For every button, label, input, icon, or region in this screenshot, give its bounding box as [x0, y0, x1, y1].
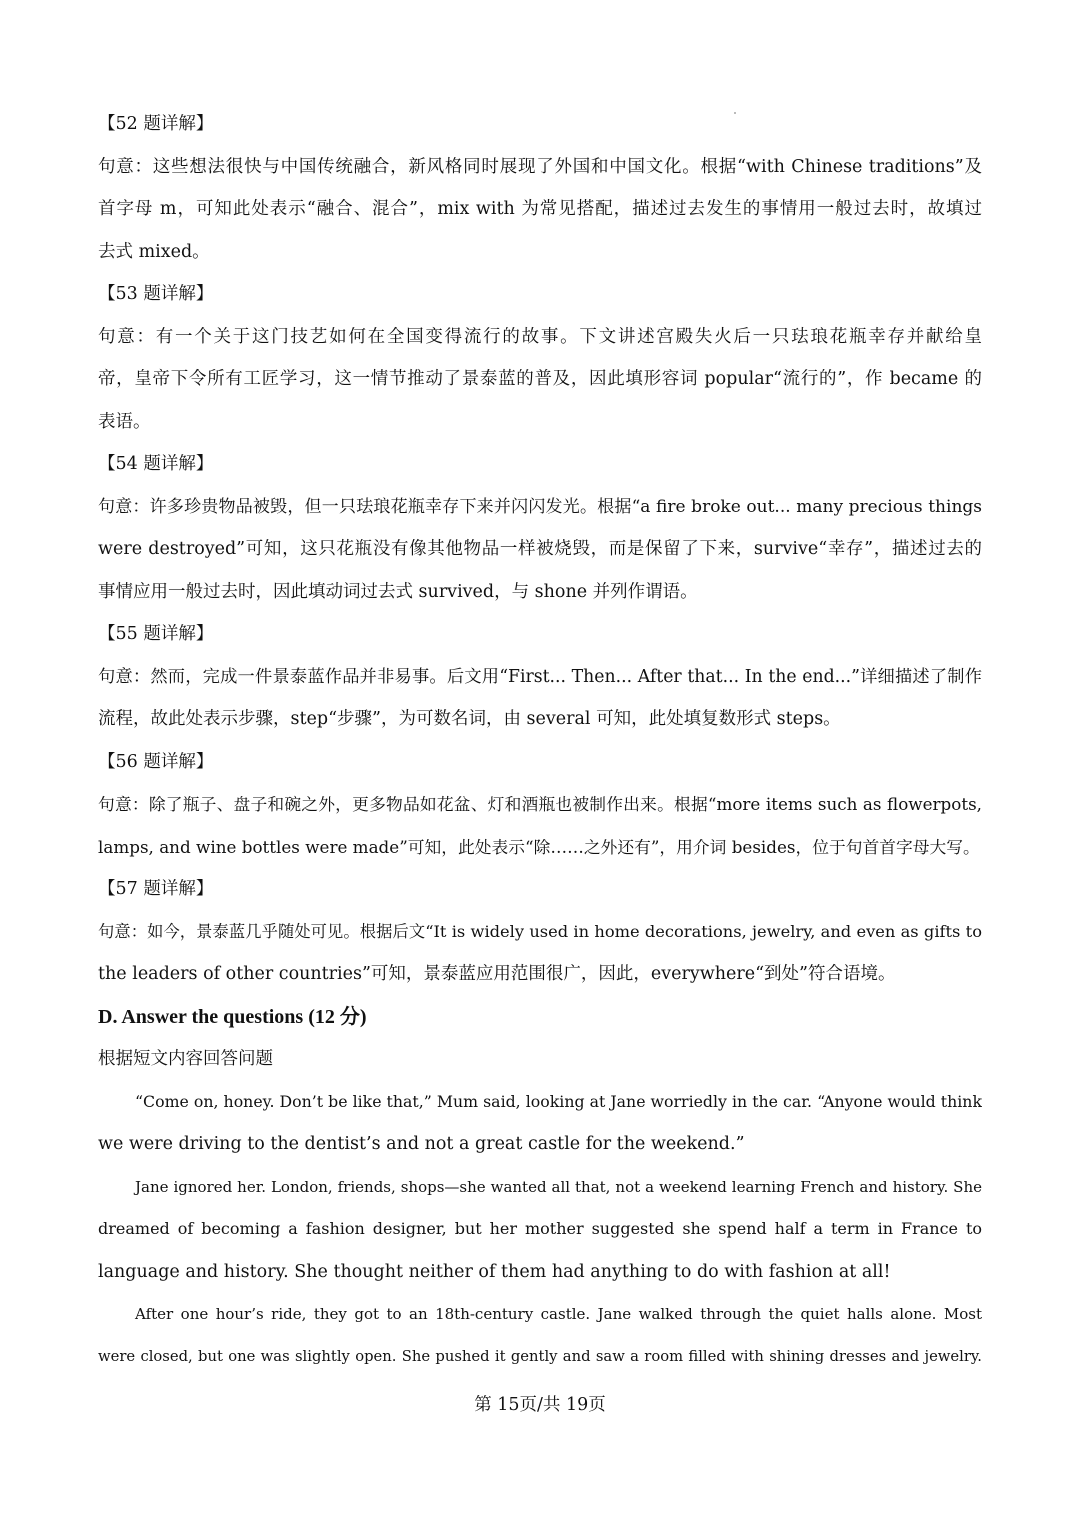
passage-p2-line-1: Jane ignored her. London, friends, shops—she wanted all that, not a weekend learning French and history. She: [135, 1177, 982, 1196]
page-content: [98, 103, 982, 1378]
q53-line-1: 句意：有一个关于这门技艺如何在全国变得流行的故事。下文讲述宫殿失火后一只珐琅花瓶幸存并献给皇: [98, 326, 982, 347]
q57-heading: 【57 题详解】: [98, 879, 214, 899]
q54-line-2: were destroyed”可知，这只花瓶没有像其他物品一样被烧毁，而是保留了下来，survive“幸存”，描述过去的: [98, 539, 982, 559]
q52-heading: 【52 题详解】: [98, 114, 214, 134]
q56-line-2: lamps, and wine bottles were made”可知，此处表示“除……之外还有”，用介词 besides，位于句首首字母大写。: [98, 836, 980, 857]
passage-p2-line-3: language and history. She thought neither of them had anything to do with fashion at all!: [98, 1261, 891, 1282]
q56-line-1: 句意：除了瓶子、盘子和碗之外，更多物品如花盆、灯和酒瓶也被制作出来。根据“more items such as flowerpots,: [98, 794, 982, 814]
q56-heading: 【56 题详解】: [98, 751, 214, 772]
passage-p1-line-2: we were driving to the dentist’s and not a great castle for the weekend.”: [98, 1134, 745, 1154]
q53-line-2: 帝，皇帝下令所有工匠学习，这一情节推动了景泰蓝的普及，因此填形容词 popular“流行的”，作 became 的: [98, 369, 982, 389]
passage-p3-line-1: After one hour’s ride, they got to an 18th-century castle. Jane walked through the quiet halls alone. Most: [135, 1305, 982, 1323]
section-d-instruction: 根据短文内容回答问题: [98, 1049, 273, 1069]
q53-heading: 【53 题详解】: [98, 284, 214, 304]
passage-p2-line-2: dreamed of becoming a fashion designer, but her mother suggested she spend half a term in France to: [98, 1219, 982, 1238]
q52-line-3: 去式 mixed。: [98, 241, 210, 262]
q54-line-3: 事情应用一般过去时，因此填动词过去式 survived，与 shone 并列作谓语。: [98, 581, 698, 602]
q55-line-2: 流程，故此处表示步骤，step“步骤”，为可数名词，由 several 可知，此处填复数形式 steps。: [98, 709, 841, 729]
q52-line-1: 句意：这些想法很快与中国传统融合，新风格同时展现了外国和中国文化。根据“with Chinese traditions”及: [98, 156, 982, 177]
page-footer: 第 15页/共 19页: [474, 1395, 606, 1415]
q54-line-1: 句意：许多珍贵物品被毁，但一只珐琅花瓶幸存下来并闪闪发光。根据“a fire broke out... many precious things: [98, 496, 982, 517]
passage-p3-line-2: were closed, but one was slightly open. She pushed it gently and saw a room filled with shining dresses and jewelry.: [98, 1347, 982, 1365]
q55-line-1: 句意：然而，完成一件景泰蓝作品并非易事。后文用“First... Then... After that... In the end...”详细描述了制作: [98, 666, 982, 687]
q52-line-2: 首字母 m，可知此处表示“融合、混合”，mix with 为常见搭配，描述过去发生的事情用一般过去时，故填过: [98, 199, 982, 219]
passage-p1-line-1: “Come on, honey. Don’t be like that,” Mum said, looking at Jane worriedly in the car. “Anyone would think: [135, 1091, 982, 1111]
q57-line-2: the leaders of other countries”可知，景泰蓝应用范围很广，因此，everywhere“到处”符合语境。: [98, 964, 896, 984]
q55-heading: 【55 题详解】: [98, 624, 214, 644]
q53-line-3: 表语。: [98, 411, 151, 432]
q57-line-1: 句意：如今，景泰蓝几乎随处可见。根据后文“It is widely used in home decorations, jewelry, and even as gifts to: [98, 921, 982, 941]
q54-heading: 【54 题详解】: [98, 454, 214, 474]
section-d-title: D. Answer the questions (12 分): [98, 1005, 367, 1028]
